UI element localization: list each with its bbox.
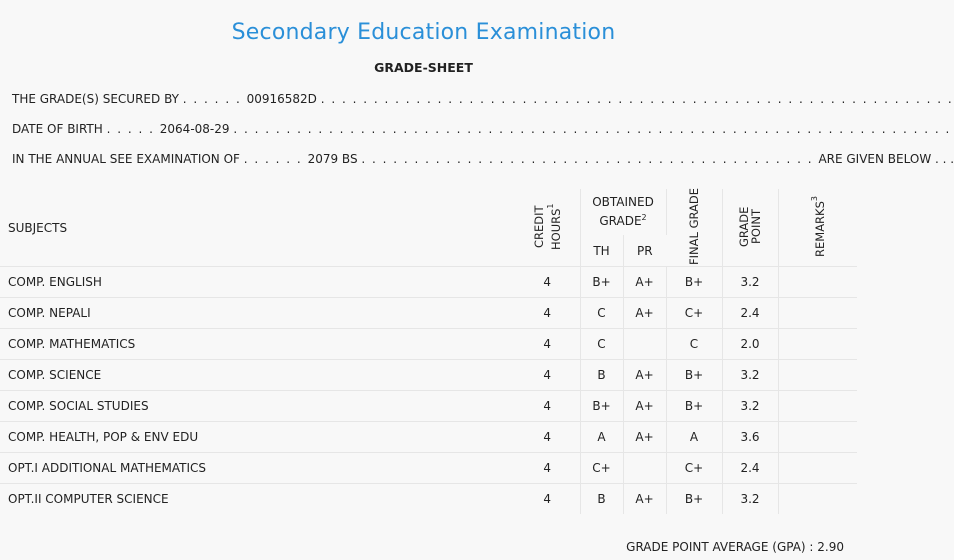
th-grade-cell: A [580, 422, 623, 453]
symbol-number: 00916582D [246, 92, 317, 106]
subject-cell: COMP. ENGLISH [0, 267, 515, 298]
exam-line: IN THE ANNUAL SEE EXAMINATION OF . . . . . . 2079 BS . . . . . . . . . . . . . . . . . . . . . . . . . . . . . . . . . . . . . . . . . . . ARE GIVEN BELOW . . . [12, 152, 954, 166]
remarks-cell [778, 391, 857, 422]
exam-year: 2079 BS [307, 152, 358, 166]
header-th: TH [580, 235, 623, 267]
grade-point-cell: 2.4 [722, 298, 778, 329]
gpa-value: 2.90 [817, 540, 844, 554]
gpa-summary [626, 540, 844, 554]
credit-cell: 4 [515, 391, 580, 422]
final-grade-cell: B+ [666, 484, 722, 515]
final-grade-cell: C+ [666, 298, 722, 329]
pr-grade-cell [623, 329, 666, 360]
page-subtitle: GRADE-SHEET [374, 60, 473, 75]
grade-point-cell: 3.2 [722, 484, 778, 515]
remarks-cell [778, 329, 857, 360]
subject-cell: COMP. NEPALI [0, 298, 515, 329]
grades-table [0, 189, 857, 514]
credit-cell: 4 [515, 329, 580, 360]
page-title: Secondary Education Examination [231, 20, 616, 45]
pr-grade-cell: A+ [623, 360, 666, 391]
header-subjects: SUBJECTS [8, 220, 68, 235]
gpa-label: GRADE POINT AVERAGE (GPA) : [626, 540, 814, 554]
header-grade-point: GRADE POINT [722, 189, 778, 267]
pr-grade-cell [623, 453, 666, 484]
grade-point-cell: 2.4 [722, 453, 778, 484]
subject-cell: OPT.II COMPUTER SCIENCE [0, 484, 515, 515]
th-grade-cell: C [580, 329, 623, 360]
table-row [0, 422, 857, 453]
dob-line: DATE OF BIRTH . . . . . 2064-08-29 . . . . . . . . . . . . . . . . . . . . . . . . . . . . . . . . . . . . . . . . . . . . . . . . . . . . . . . . . . . . . . . . . . . . [12, 122, 951, 136]
remarks-cell [778, 360, 857, 391]
credit-cell: 4 [515, 267, 580, 298]
final-grade-cell: A [666, 422, 722, 453]
th-grade-cell: B [580, 360, 623, 391]
credit-cell: 4 [515, 453, 580, 484]
th-grade-cell: C+ [580, 453, 623, 484]
pr-grade-cell: A+ [623, 267, 666, 298]
dob-value: 2064-08-29 [159, 122, 230, 136]
header-final-grade: FINAL GRADE [666, 189, 722, 267]
table-row [0, 484, 857, 515]
remarks-cell [778, 484, 857, 515]
table-row [0, 267, 857, 298]
th-grade-cell: C [580, 298, 623, 329]
subject-cell: COMP. MATHEMATICS [0, 329, 515, 360]
th-grade-cell: B+ [580, 391, 623, 422]
subject-cell: COMP. HEALTH, POP & ENV EDU [0, 422, 515, 453]
remarks-cell [778, 453, 857, 484]
pr-grade-cell: A+ [623, 484, 666, 515]
secured-by-line: THE GRADE(S) SECURED BY . . . . . . 00916582D . . . . . . . . . . . . . . . . . . . . . . . . . . . . . . . . . . . . . . . . . . . . . . . . . . . . . . . . . . . . [12, 92, 954, 106]
table-row [0, 329, 857, 360]
remarks-cell [778, 422, 857, 453]
secured-by-label: THE GRADE(S) SECURED BY [12, 92, 179, 106]
th-grade-cell: B [580, 484, 623, 515]
table-row [0, 453, 857, 484]
exam-suffix: ARE GIVEN BELOW . . . [818, 152, 954, 166]
table-row [0, 298, 857, 329]
grade-point-cell: 3.2 [722, 391, 778, 422]
credit-cell: 4 [515, 484, 580, 515]
exam-label: IN THE ANNUAL SEE EXAMINATION OF [12, 152, 240, 166]
dob-label: DATE OF BIRTH [12, 122, 103, 136]
final-grade-cell: C+ [666, 453, 722, 484]
credit-cell: 4 [515, 422, 580, 453]
final-grade-cell: B+ [666, 391, 722, 422]
subject-cell: COMP. SOCIAL STUDIES [0, 391, 515, 422]
pr-grade-cell: A+ [623, 391, 666, 422]
table-row [0, 391, 857, 422]
grade-point-cell: 3.2 [722, 360, 778, 391]
header-remarks: REMARKS$^3$ [810, 195, 828, 257]
th-grade-cell: B+ [580, 267, 623, 298]
grade-point-cell: 3.6 [722, 422, 778, 453]
pr-grade-cell: A+ [623, 422, 666, 453]
credit-cell: 4 [515, 360, 580, 391]
header-obtained-grade: OBTAINED GRADE$^2$ [580, 189, 666, 235]
final-grade-cell: C [666, 329, 722, 360]
final-grade-cell: B+ [666, 360, 722, 391]
pr-grade-cell: A+ [623, 298, 666, 329]
remarks-cell [778, 267, 857, 298]
remarks-cell [778, 298, 857, 329]
grade-point-cell: 2.0 [722, 329, 778, 360]
credit-cell: 4 [515, 298, 580, 329]
header-pr: PR [636, 243, 653, 258]
final-grade-cell: B+ [666, 267, 722, 298]
grade-point-cell: 3.2 [722, 267, 778, 298]
subject-cell: COMP. SCIENCE [0, 360, 515, 391]
header-credit-hours: CREDIT HOURS$^1$ [515, 189, 580, 267]
subject-cell: OPT.I ADDITIONAL MATHEMATICS [0, 453, 515, 484]
table-row [0, 360, 857, 391]
